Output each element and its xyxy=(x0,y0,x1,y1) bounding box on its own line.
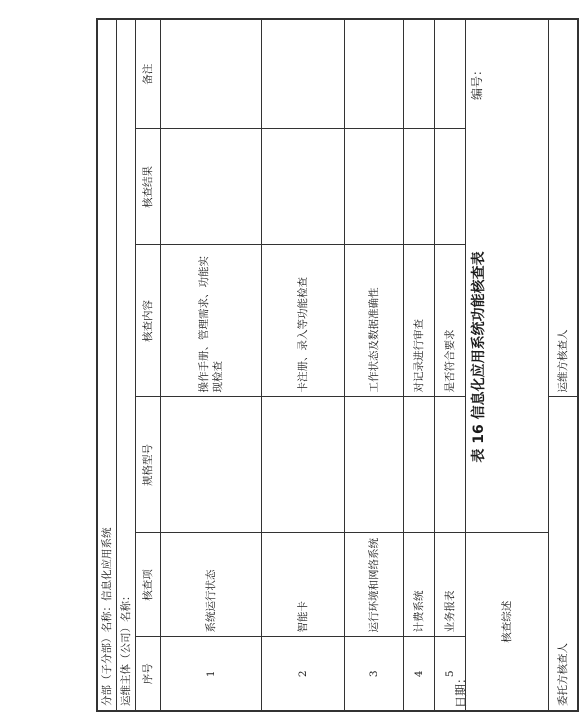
row-no: 5 xyxy=(435,637,466,711)
row-item: 智能卡 xyxy=(262,533,345,637)
row-note xyxy=(404,19,435,129)
row-item: 系统运行状态 xyxy=(161,533,262,637)
col-header: 核查内容 xyxy=(136,245,161,397)
summary-content xyxy=(466,19,549,533)
row-no: 4 xyxy=(404,637,435,711)
row-note xyxy=(435,19,466,129)
row-content: 卡注册、录入等功能检查 xyxy=(262,245,345,397)
date-label: 日期： xyxy=(454,671,468,708)
summary-label: 核查综述 xyxy=(466,533,549,711)
row-no: 1 xyxy=(161,637,262,711)
row-content: 工作状态及数据准确性 xyxy=(345,245,404,397)
col-header: 核查项 xyxy=(136,533,161,637)
operator-row xyxy=(117,19,136,711)
row-model xyxy=(404,397,435,533)
row-model xyxy=(161,397,262,533)
col-header: 规格型号 xyxy=(136,397,161,533)
row-content: 对记录进行审查 xyxy=(404,245,435,397)
table-row xyxy=(262,19,345,711)
header-row xyxy=(136,19,161,711)
row-item: 运行环境和网络系统 xyxy=(345,533,404,637)
col-header: 核查结果 xyxy=(136,129,161,245)
row-item: 业务报表 xyxy=(435,533,466,637)
branch-name: 分部（子分部）名称：信息化应用系统 xyxy=(97,19,117,711)
row-content: 操作手册、管理需求、功能实现检查 xyxy=(161,245,262,397)
table-row xyxy=(404,19,435,711)
row-note xyxy=(161,19,262,129)
table-row xyxy=(345,19,404,711)
table-title: 表 16 信息化应用系统功能核查表 xyxy=(471,251,487,463)
client-signature-label: 委托方核查人 xyxy=(549,397,579,711)
row-result xyxy=(262,129,345,245)
table-row xyxy=(161,19,262,711)
row-content: 是否符合要求 xyxy=(435,245,466,397)
row-no: 3 xyxy=(345,637,404,711)
operator-name: 运维主体（公司）名称： xyxy=(117,19,136,711)
table-row xyxy=(435,19,466,711)
row-no: 2 xyxy=(262,637,345,711)
row-model xyxy=(435,397,466,533)
row-result xyxy=(435,129,466,245)
row-model xyxy=(345,397,404,533)
branch-row xyxy=(97,19,117,711)
operator-signature-label: 运维方核查人 xyxy=(549,19,579,397)
col-header: 备注 xyxy=(136,19,161,129)
row-item: 计费系统 xyxy=(404,533,435,637)
row-result xyxy=(161,129,262,245)
row-model xyxy=(262,397,345,533)
signature-row xyxy=(549,19,579,711)
col-header: 序号 xyxy=(136,637,161,711)
inspection-table xyxy=(96,18,579,712)
summary-row xyxy=(466,19,549,711)
row-result xyxy=(345,129,404,245)
row-note xyxy=(262,19,345,129)
row-note xyxy=(345,19,404,129)
row-result xyxy=(404,129,435,245)
serial-label: 编号： xyxy=(470,63,484,100)
